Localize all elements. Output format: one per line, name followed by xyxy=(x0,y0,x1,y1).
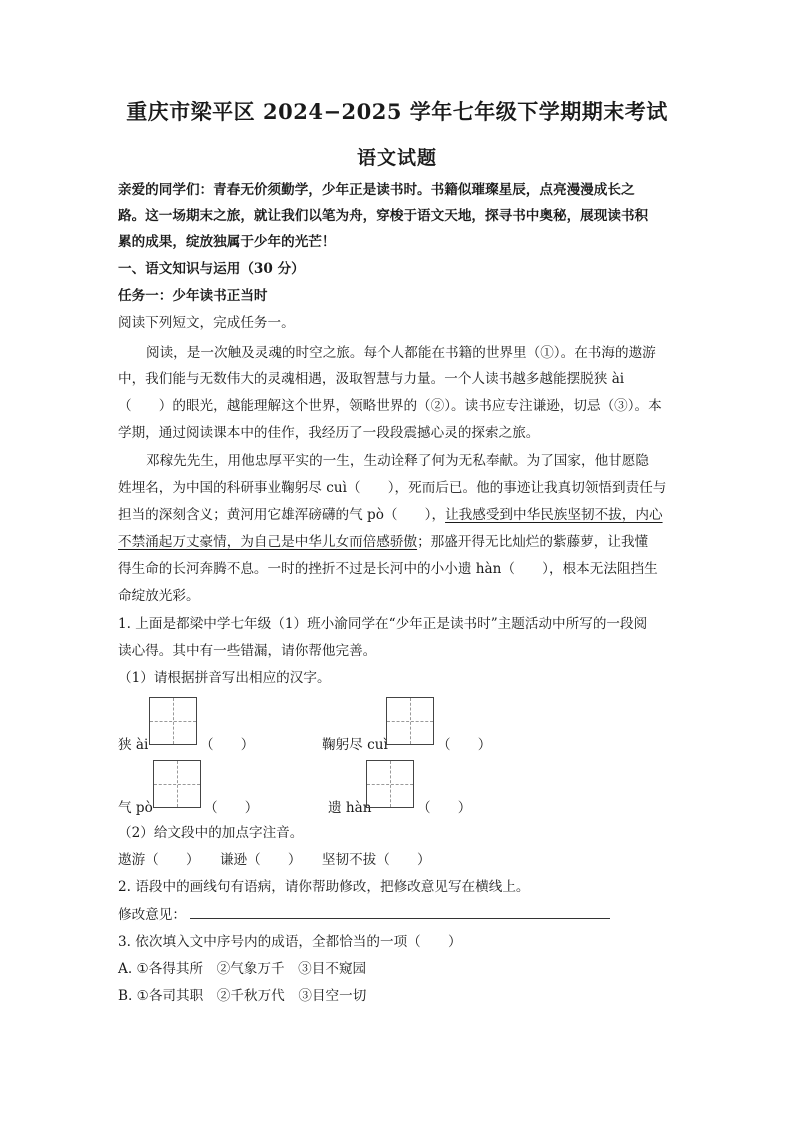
task-heading: 任务一：少年读书正当时 xyxy=(118,288,268,304)
passage-line-3: （ ）的眼光，越能理解这个世界，领略世界的（②）。读书应专注谦逊，切忌（③）。本 xyxy=(118,398,662,414)
writing-grid-han[interactable] xyxy=(366,760,414,808)
paren-han: （ ） xyxy=(417,800,472,816)
paren-cui: （ ） xyxy=(437,737,492,753)
passage-line-2: 中，我们能与无数伟大的灵魂相遇，汲取智慧与力量。一个人读书越多越能摆脱狭 ài xyxy=(118,371,625,387)
q3-option-b[interactable]: B. ①各司其职 ②千秋万代 ③目空一切 xyxy=(118,988,367,1004)
section-heading: 一、语文知识与运用（30 分） xyxy=(118,261,305,277)
writing-grid-po[interactable] xyxy=(153,760,201,808)
q1-annotation-items: 遨游（ ） 谦逊（ ） 坚韧不拔（ ） xyxy=(118,852,431,868)
exam-title: 重庆市梁平区 2024−2025 学年七年级下学期期末考试 xyxy=(126,99,668,124)
q3-text: 3. 依次填入文中序号内的成语，全都恰当的一项（ ） xyxy=(118,934,462,950)
q2-text: 2. 语段中的画线句有语病，请你帮助修改，把修改意见写在横线上。 xyxy=(118,879,530,895)
q1-line-2: 读心得。其中有一些错漏，请你帮他完善。 xyxy=(118,643,377,659)
underlined-sentence-part-2: 不禁涌起万丈豪情，为自己是中华儿女而倍感骄傲 xyxy=(118,534,418,550)
q3-option-a[interactable]: A. ①各得其所 ②气象万千 ③目不窥园 xyxy=(118,961,367,977)
instruction: 阅读下列短文，完成任务一。 xyxy=(118,315,295,331)
passage-line-10: 命绽放光彩。 xyxy=(118,588,200,604)
answer-blank-line[interactable] xyxy=(190,918,610,919)
pinyin-cui-label: 鞠躬尽 cuì xyxy=(322,737,388,753)
q1-line-1: 1. 上面是都梁中学七年级（1）班小渝同学在“少年正是读书时”主题活动中所写的一段阅 xyxy=(118,616,648,632)
writing-grid-cui[interactable] xyxy=(386,697,434,745)
passage-line-8: 不禁涌起万丈豪情，为自己是中华儿女而倍感骄傲；那盛开得无比灿烂的紫藤萝，让我懂 xyxy=(118,534,649,550)
intro-line-1: 亲爱的同学们：青春无价须勤学，少年正是读书时。书籍似璀璨星辰，点亮漫漫成长之 xyxy=(118,182,635,198)
passage-line-1: 阅读，是一次触及灵魂的时空之旅。每个人都能在书籍的世界里（①）。在书海的遨游 xyxy=(146,345,656,361)
q1-part-1: （1）请根据拼音写出相应的汉字。 xyxy=(118,670,331,686)
q2-label: 修改意见： xyxy=(118,907,186,923)
paren-ai: （ ） xyxy=(200,737,255,753)
intro-line-3: 累的成果，绽放独属于少年的光芒！ xyxy=(118,234,336,250)
passage-line-7: 担当的深刻含义；黄河用它雄浑磅礴的气 pò（ ），让我感受到中华民族坚韧不拔，内心 xyxy=(118,507,663,523)
underlined-sentence-part-1: 让我感受到中华民族坚韧不拔，内心 xyxy=(445,507,663,523)
pinyin-han-label: 遗 hàn xyxy=(328,800,372,816)
passage-line-9: 得生命的长河奔腾不息。一时的挫折不过是长河中的小小遗 hàn（ ），根本无法阻挡生 xyxy=(118,561,658,577)
writing-grid-ai[interactable] xyxy=(149,697,197,745)
intro-line-2: 路。这一场期末之旅，就让我们以笔为舟，穿梭于语文天地，探寻书中奥秘，展现读书积 xyxy=(118,208,649,224)
passage-line-5: 邓稼先先生，用他忠厚平实的一生，生动诠释了何为无私奉献。为了国家，他甘愿隐 xyxy=(146,453,649,469)
passage-line-6: 姓埋名，为中国的科研事业鞠躬尽 cuì（ ），死而后已。他的事迹让我真切领悟到责任与 xyxy=(118,480,667,496)
pinyin-ai-label: 狭 ài xyxy=(118,737,149,753)
pinyin-po-label: 气 pò xyxy=(118,800,153,816)
q1-part-2: （2）给文段中的加点字注音。 xyxy=(118,825,304,841)
passage-line-4: 学期，通过阅读课本中的佳作，我经历了一段段震撼心灵的探索之旅。 xyxy=(118,425,540,441)
paren-po: （ ） xyxy=(204,800,259,816)
exam-subtitle: 语文试题 xyxy=(356,147,437,169)
